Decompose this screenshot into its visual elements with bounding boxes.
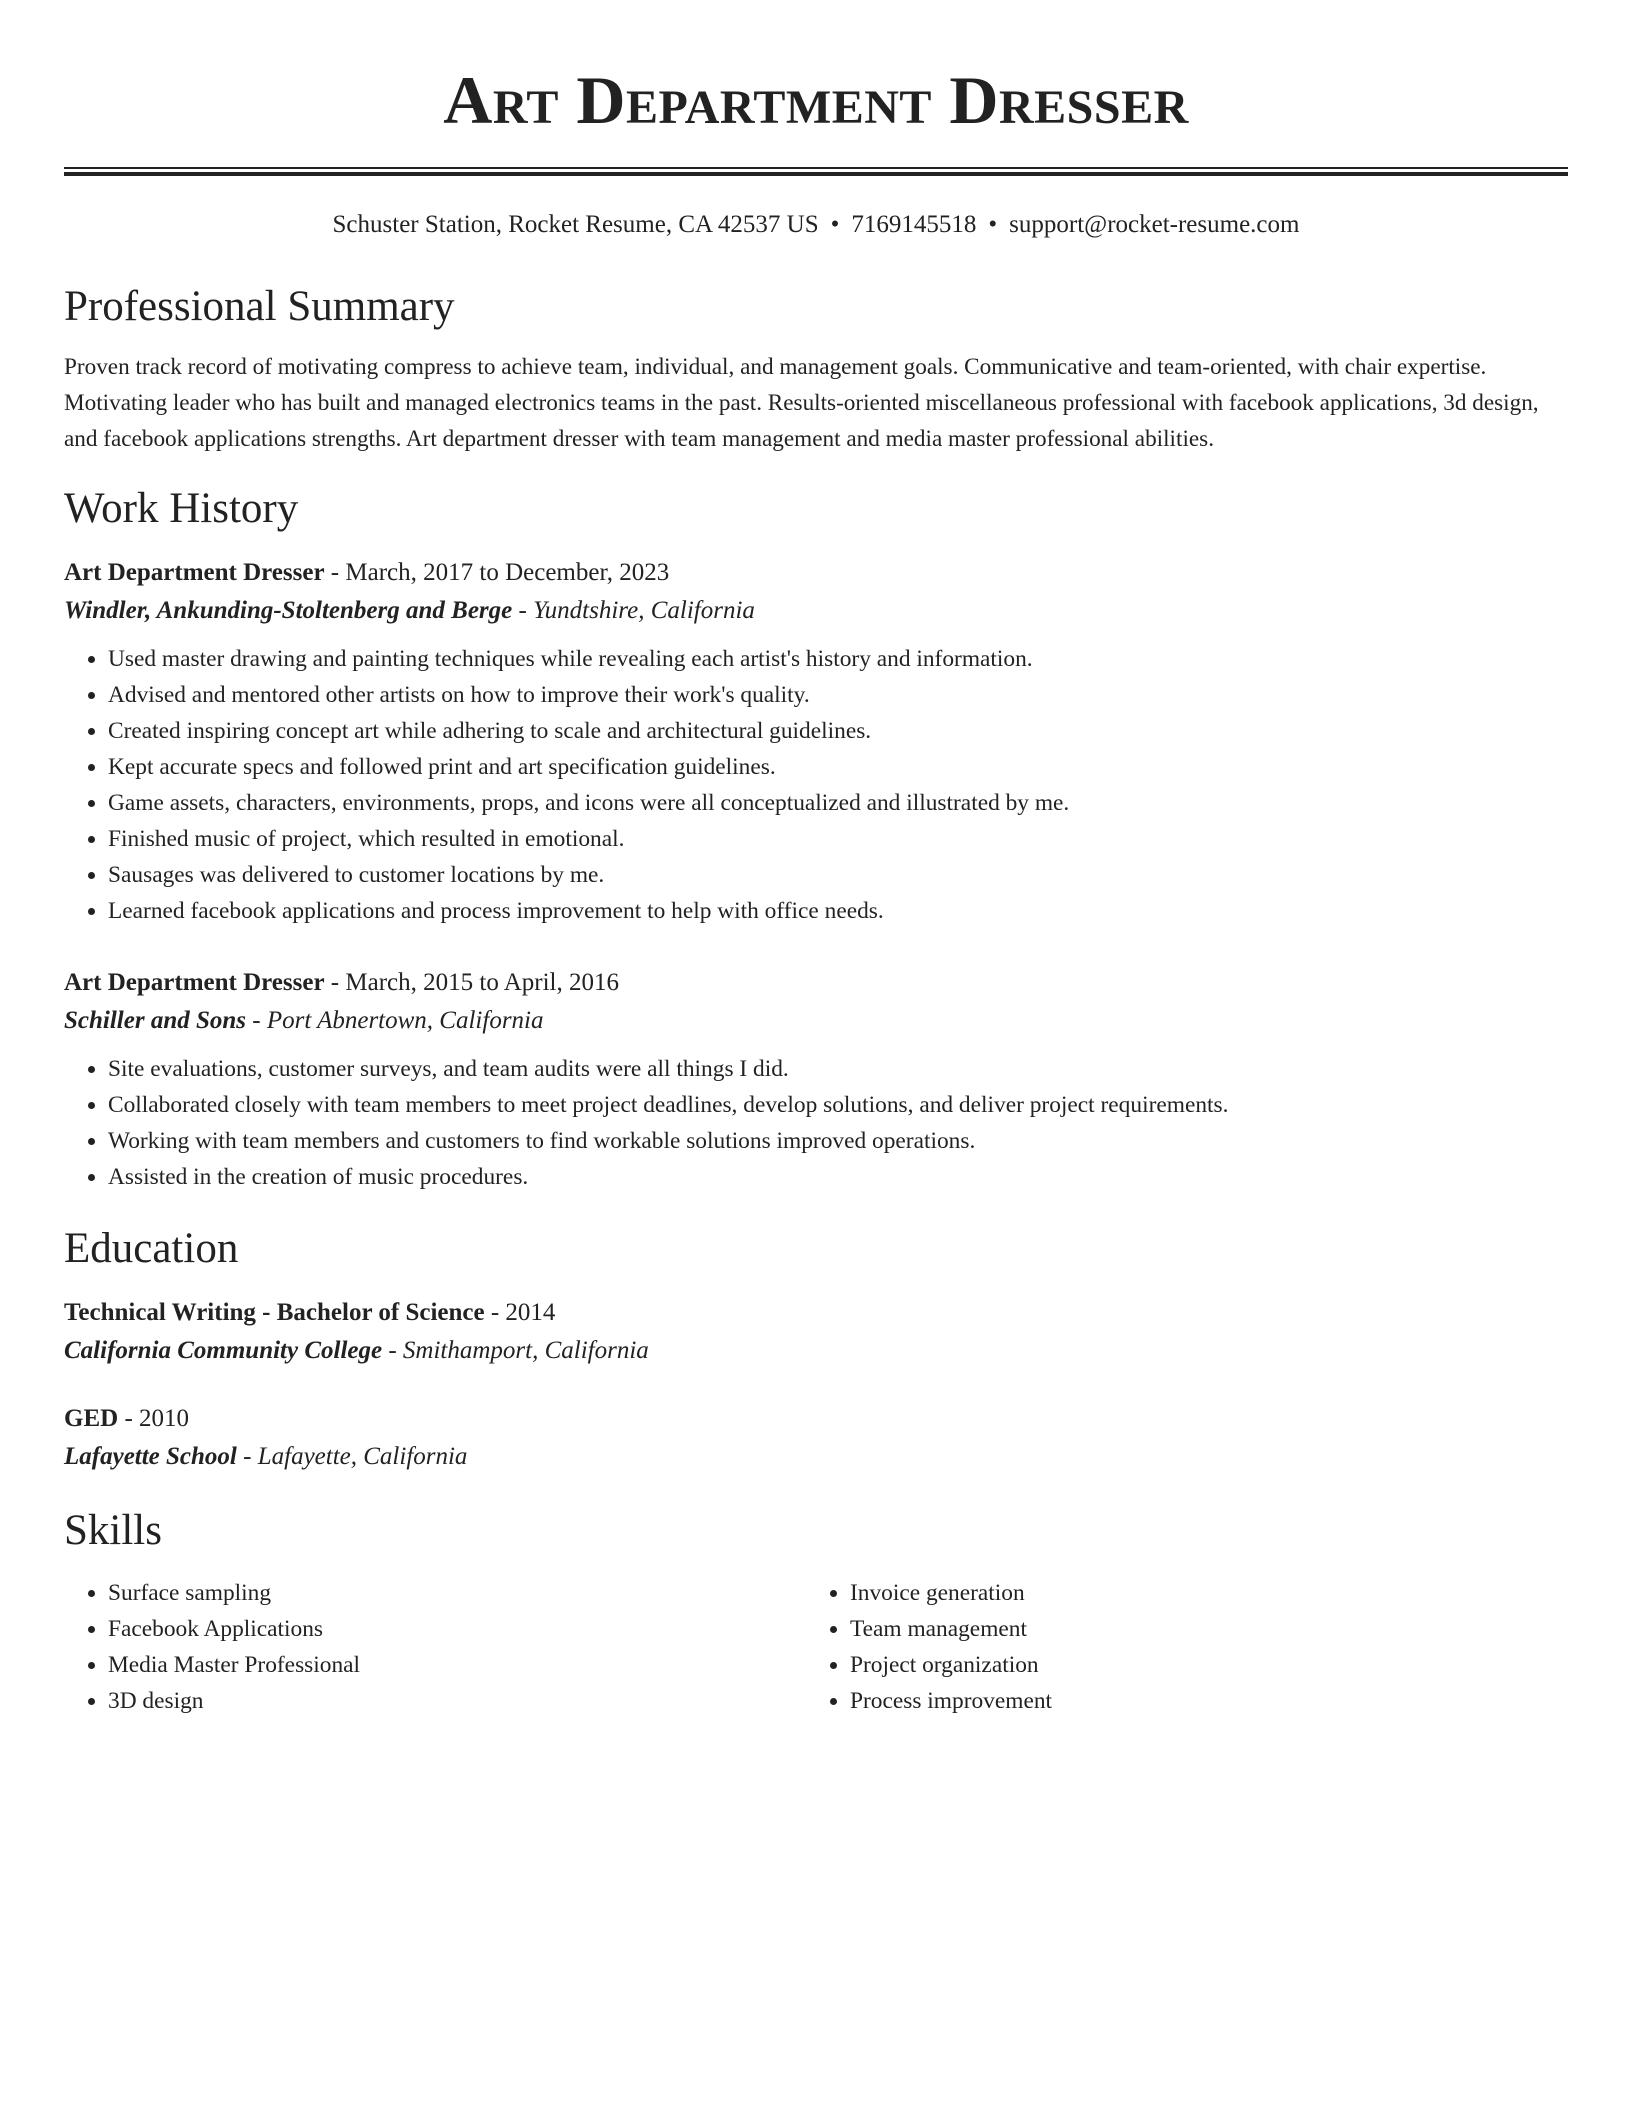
company-name: Windler, Ankunding-Stoltenberg and Berge (64, 597, 513, 624)
dash-separator: - (382, 1337, 403, 1364)
dash-separator: - (484, 1299, 506, 1326)
school-line (64, 1437, 1568, 1477)
job-duty: • Used master drawing and painting techniques while revealing each artist's history and information. (108, 641, 1568, 677)
job-duty: • Kept accurate specs and followed print and art specification guidelines. (108, 749, 1568, 785)
degree-name: Technical Writing - Bachelor of Science (64, 1299, 485, 1326)
summary-text: Proven track record of motivating compress to achieve team, individual, and management goals. Communicative and team-oriented, with chair expertise. Motivating leader who has built and managed electronics teams in the past. Results-oriented miscellaneous professional with facebook applications, 3d design, and facebook applications strengths. Art department dresser with team management and media master professional abilities. (64, 354, 1539, 452)
skills-column-right (806, 1575, 1548, 1719)
job-duty: • Sausages was delivered to customer locations by me. (108, 857, 1568, 893)
work-entry (64, 555, 1568, 929)
dash-separator: - (118, 1405, 140, 1432)
job-duties-list (64, 641, 1568, 929)
job-duties-list (64, 1051, 1568, 1195)
skill-item: • Team management (850, 1611, 1548, 1647)
skill-item: • Invoice generation (850, 1575, 1548, 1611)
job-dates: March, 2015 to April, 2016 (345, 969, 619, 996)
dash-separator: - (236, 1443, 258, 1470)
company-location: Yundtshire, California (533, 597, 755, 624)
school-name: California Community College (64, 1337, 383, 1364)
school-location: Lafayette, California (257, 1443, 468, 1470)
work-history-heading: Work History (64, 485, 299, 532)
contact-phone: 7169145518 (851, 211, 977, 238)
company-line (64, 1001, 1568, 1041)
dash-separator: - (512, 597, 534, 624)
skills-column-left (64, 1575, 806, 1719)
contact-line (64, 209, 1568, 241)
job-duty: • Created inspiring concept art while adhering to scale and architectural guidelines. (108, 713, 1568, 749)
job-dates: March, 2017 to December, 2023 (345, 559, 670, 586)
job-duty: • Game assets, characters, environments, props, and icons were all conceptualized and illustrated by me. (108, 785, 1568, 821)
title-divider (64, 167, 1568, 176)
job-duty: • Site evaluations, customer surveys, and team audits were all things I did. (108, 1051, 1568, 1087)
education-heading: Education (64, 1225, 239, 1272)
skill-item: • Surface sampling (108, 1575, 806, 1611)
school-line (64, 1331, 1568, 1371)
work-entry (64, 965, 1568, 1195)
school-location: Smithamport, California (402, 1337, 649, 1364)
degree-line (64, 1401, 1568, 1437)
degree-name: GED (64, 1405, 119, 1432)
skill-item: • Facebook Applications (108, 1611, 806, 1647)
job-duty: • Collaborated closely with team members to meet project deadlines, develop solutions, and deliver project requirements. (108, 1087, 1568, 1123)
resume-title: Art Department Dresser (443, 62, 1189, 138)
degree-year: 2010 (139, 1405, 190, 1432)
skill-item: • Media Master Professional (108, 1647, 806, 1683)
job-duty: • Assisted in the creation of music procedures. (108, 1159, 1568, 1195)
skill-item: • Project organization (850, 1647, 1548, 1683)
company-line (64, 591, 1568, 631)
skills-list (64, 1575, 806, 1719)
summary-heading: Professional Summary (64, 283, 455, 330)
job-title: Art Department Dresser (64, 559, 325, 586)
skill-item: • 3D design (108, 1683, 806, 1719)
dash-separator: - (246, 1007, 267, 1034)
job-title: Art Department Dresser (64, 969, 325, 996)
contact-separator: • (830, 211, 840, 238)
skills-list (806, 1575, 1548, 1719)
dash-separator: - (324, 969, 346, 996)
dash-separator: - (324, 559, 346, 586)
contact-separator: • (988, 211, 998, 238)
job-duty: • Finished music of project, which resulted in emotional. (108, 821, 1568, 857)
degree-line (64, 1295, 1568, 1331)
job-title-line (64, 555, 1568, 591)
contact-email: support@rocket-resume.com (1009, 211, 1300, 238)
job-duty: • Learned facebook applications and process improvement to help with office needs. (108, 893, 1568, 929)
job-duty: • Advised and mentored other artists on how to improve their work's quality. (108, 677, 1568, 713)
job-duty: • Working with team members and customers to find workable solutions improved operations. (108, 1123, 1568, 1159)
education-entry (64, 1401, 1568, 1477)
skills-heading: Skills (64, 1507, 162, 1554)
job-title-line (64, 965, 1568, 1001)
skill-item: • Process improvement (850, 1683, 1548, 1719)
company-name: Schiller and Sons (64, 1007, 247, 1034)
skills-grid (64, 1575, 1568, 1719)
company-location: Port Abnertown, California (266, 1007, 544, 1034)
education-entry (64, 1295, 1568, 1371)
degree-year: 2014 (505, 1299, 556, 1326)
contact-address: Schuster Station, Rocket Resume, CA 42537 US (332, 211, 819, 238)
school-name: Lafayette School (64, 1443, 237, 1470)
